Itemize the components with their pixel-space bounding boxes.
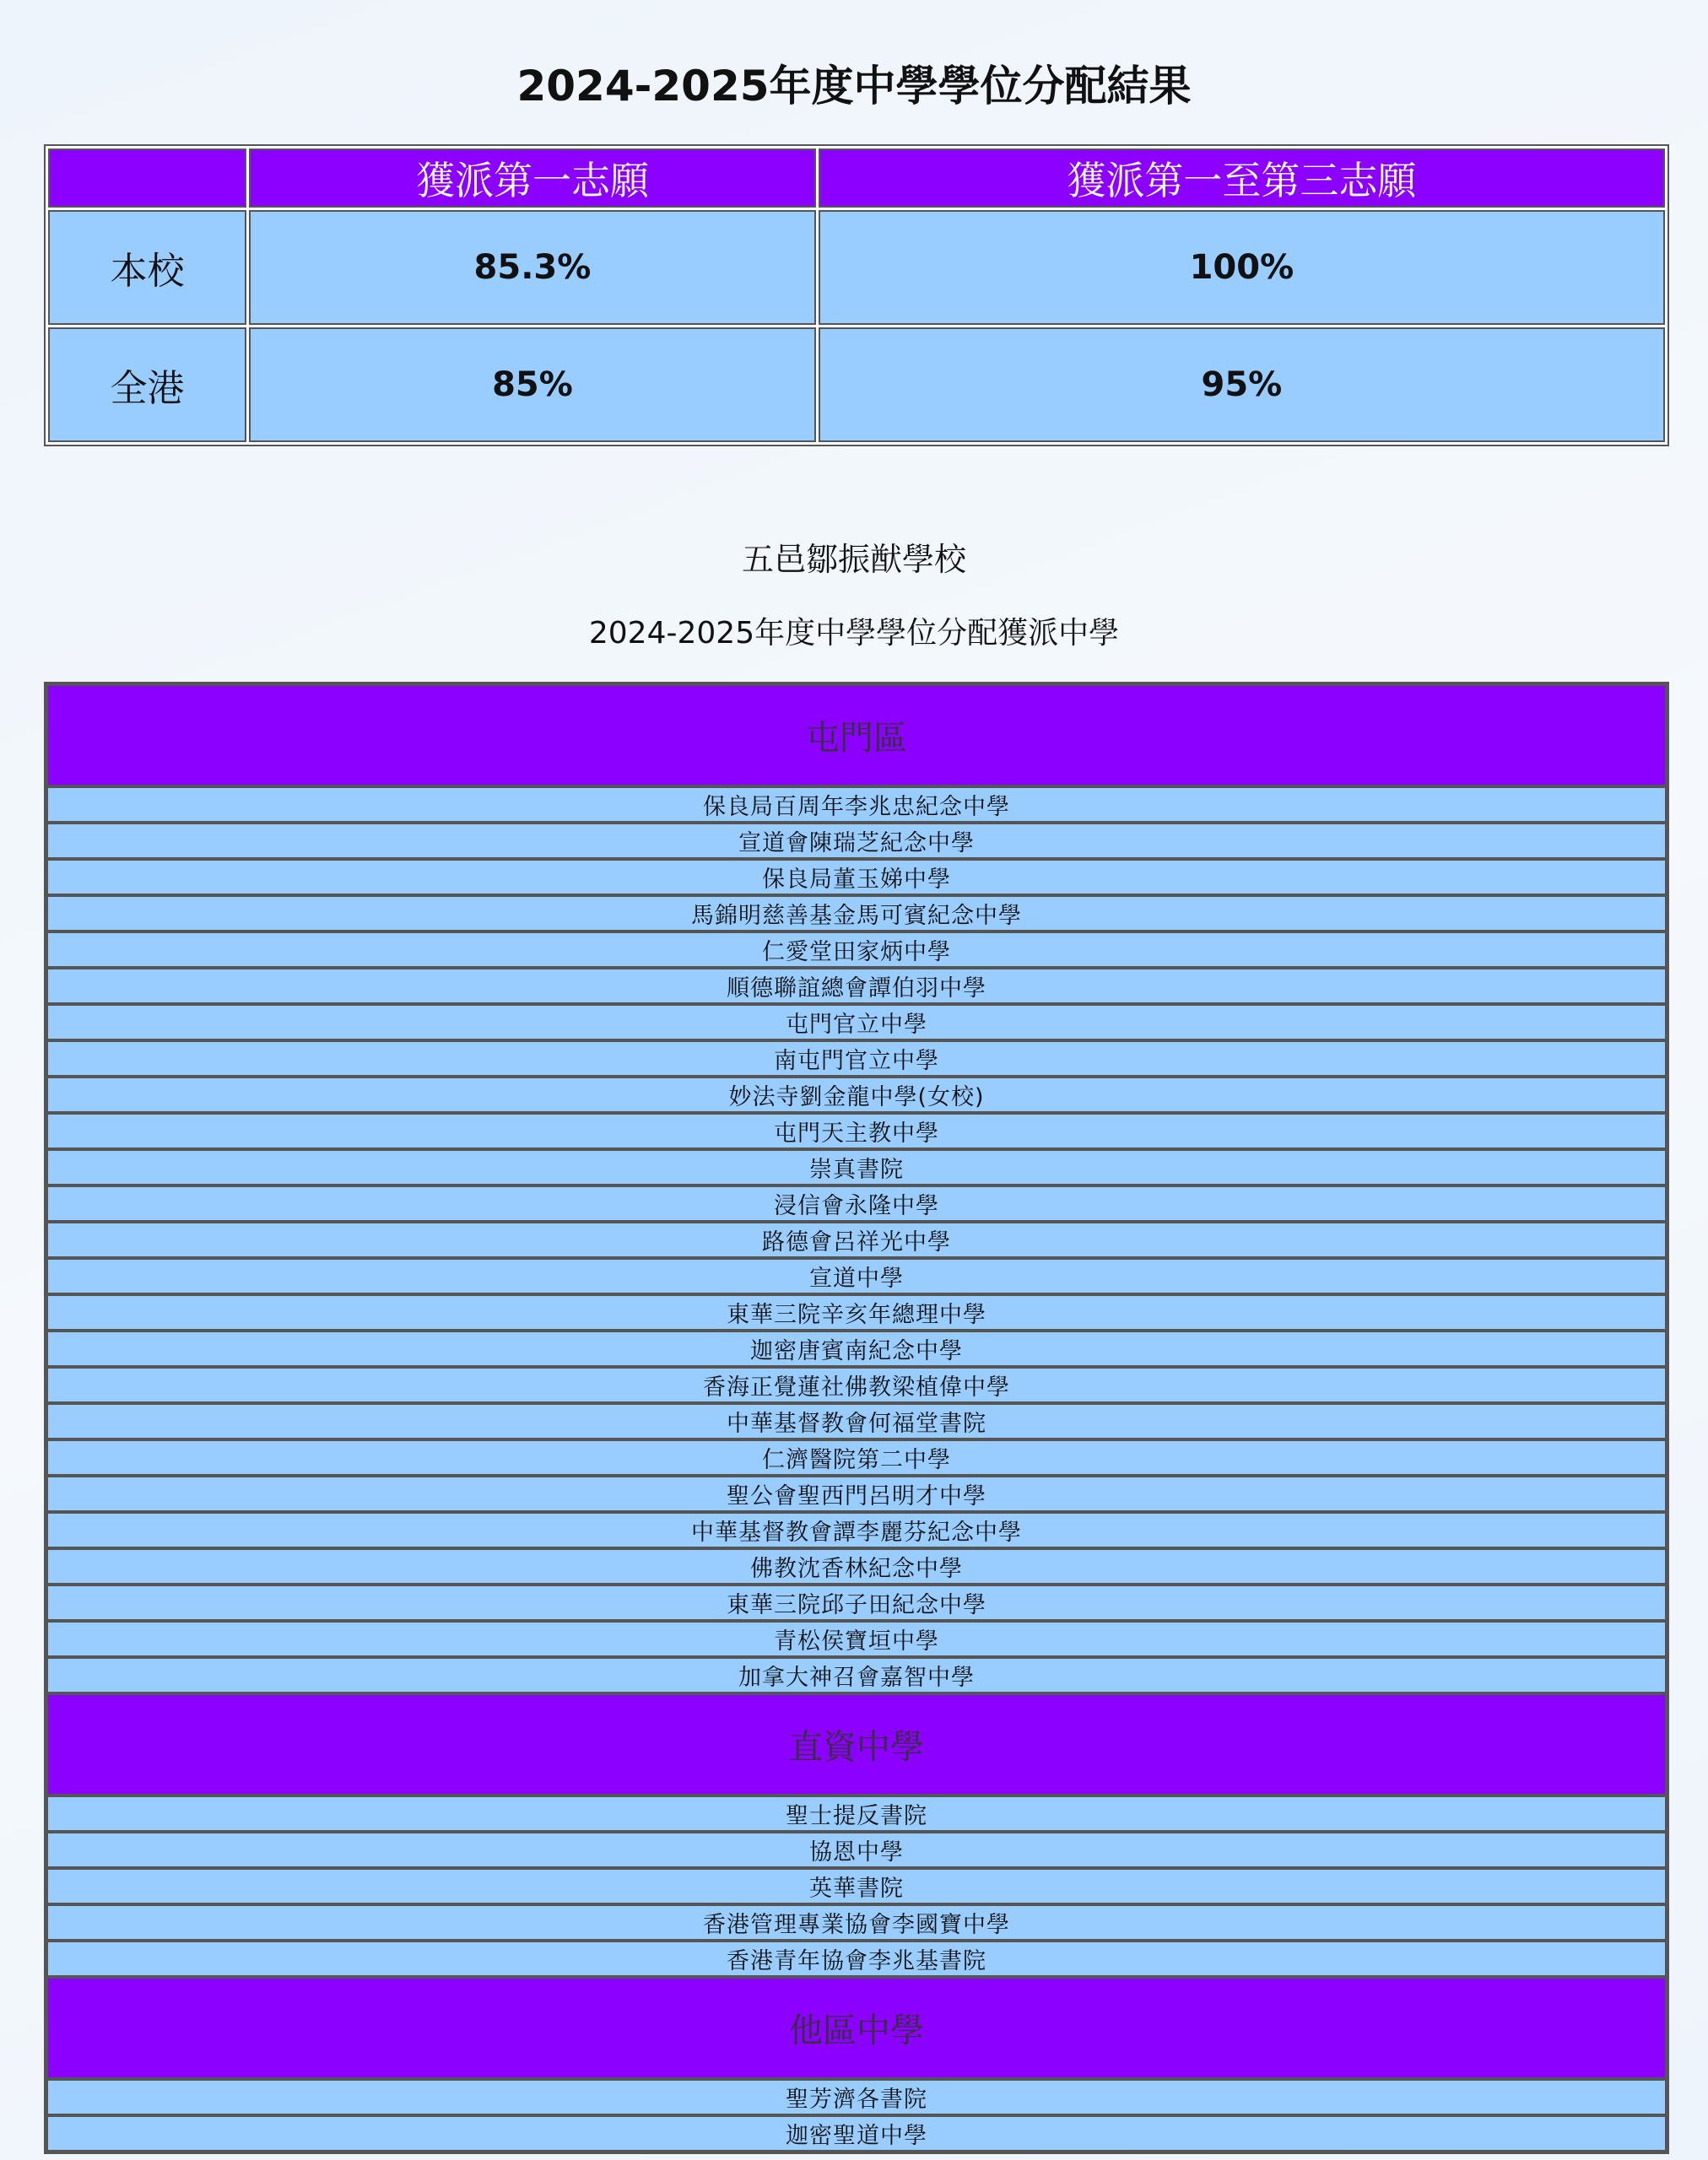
- section-header: 直資中學: [46, 1693, 1667, 1796]
- school-row: [46, 1796, 1667, 1832]
- results-row-school: [48, 210, 1665, 325]
- school-row: [46, 1868, 1667, 1904]
- school-name-cell: 保良局百周年李兆忠紀念中學: [46, 786, 1667, 823]
- school-row: [46, 1367, 1667, 1403]
- school-name-cell: 崇真書院: [46, 1149, 1667, 1185]
- results-header-top-three: 獲派第一至第三志願: [819, 148, 1665, 208]
- school-row: [46, 895, 1667, 932]
- school-name-cell: 東華三院邱子田紀念中學: [46, 1585, 1667, 1621]
- school-row: [46, 786, 1667, 823]
- school-name-cell: 中華基督教會譚李麗芬紀念中學: [46, 1512, 1667, 1548]
- section-header: 屯門區: [46, 684, 1667, 786]
- school-row: [46, 1149, 1667, 1185]
- school-name-cell: 協恩中學: [46, 1832, 1667, 1868]
- section-header-row: [46, 684, 1667, 786]
- school-name-cell: 加拿大神召會嘉智中學: [46, 1657, 1667, 1693]
- school-row: [46, 2115, 1667, 2152]
- school-row: [46, 1476, 1667, 1512]
- top-three-value: 100%: [819, 210, 1665, 325]
- school-row: [46, 1185, 1667, 1222]
- school-row: [46, 1403, 1667, 1439]
- school-name-cell: 東華三院辛亥年總理中學: [46, 1294, 1667, 1331]
- school-row: [46, 1258, 1667, 1294]
- school-row: [46, 932, 1667, 968]
- school-row: [46, 1004, 1667, 1040]
- school-row: [46, 1941, 1667, 1977]
- school-name-cell: 宣道中學: [46, 1258, 1667, 1294]
- school-name-cell: 南屯門官立中學: [46, 1040, 1667, 1077]
- school-name-cell: 香海正覺蓮社佛教梁植偉中學: [46, 1367, 1667, 1403]
- school-row: [46, 1222, 1667, 1258]
- school-row: [46, 968, 1667, 1004]
- allocation-table: [44, 682, 1669, 2154]
- school-name-cell: 屯門官立中學: [46, 1004, 1667, 1040]
- results-header-row: [48, 148, 1665, 208]
- school-name-cell: 保良局董玉娣中學: [46, 859, 1667, 895]
- school-name-cell: 英華書院: [46, 1868, 1667, 1904]
- school-row: [46, 1585, 1667, 1621]
- school-row: [46, 1040, 1667, 1077]
- school-row: [46, 1832, 1667, 1868]
- results-row-hk: [48, 327, 1665, 442]
- school-row: [46, 1439, 1667, 1476]
- school-name-cell: 香港青年協會李兆基書院: [46, 1941, 1667, 1977]
- school-name-cell: 迦密唐賓南紀念中學: [46, 1331, 1667, 1367]
- school-name-cell: 中華基督教會何福堂書院: [46, 1403, 1667, 1439]
- school-name-cell: 佛教沈香林紀念中學: [46, 1548, 1667, 1585]
- school-name-cell: 香港管理專業協會李國寶中學: [46, 1904, 1667, 1941]
- school-name-cell: 青松侯寶垣中學: [46, 1621, 1667, 1657]
- school-name-cell: 妙法寺劉金龍中學(女校): [46, 1077, 1667, 1113]
- school-name-cell: 浸信會永隆中學: [46, 1185, 1667, 1222]
- top-three-value: 95%: [819, 327, 1665, 442]
- school-row: [46, 2079, 1667, 2115]
- school-row: [46, 1904, 1667, 1941]
- results-table: [44, 144, 1669, 446]
- row-label: 本校: [48, 210, 246, 325]
- school-name-cell: 聖公會聖西門呂明才中學: [46, 1476, 1667, 1512]
- section-header: 他區中學: [46, 1977, 1667, 2079]
- school-name-cell: 路德會呂祥光中學: [46, 1222, 1667, 1258]
- row-label: 全港: [48, 327, 246, 442]
- school-row: [46, 1621, 1667, 1657]
- school-name-cell: 宣道會陳瑞芝紀念中學: [46, 823, 1667, 859]
- school-name-cell: 仁濟醫院第二中學: [46, 1439, 1667, 1476]
- school-row: [46, 1657, 1667, 1693]
- first-choice-value: 85%: [249, 327, 816, 442]
- section-header-row: [46, 1693, 1667, 1796]
- school-name-cell: 順德聯誼總會譚伯羽中學: [46, 968, 1667, 1004]
- first-choice-value: 85.3%: [249, 210, 816, 325]
- school-row: [46, 1331, 1667, 1367]
- school-row: [46, 1548, 1667, 1585]
- school-name-cell: 聖士提反書院: [46, 1796, 1667, 1832]
- school-name-cell: 迦密聖道中學: [46, 2115, 1667, 2152]
- school-name-cell: 聖芳濟各書院: [46, 2079, 1667, 2115]
- school-name-cell: 馬錦明慈善基金馬可賓紀念中學: [46, 895, 1667, 932]
- section-header-row: [46, 1977, 1667, 2079]
- school-name-cell: 屯門天主教中學: [46, 1113, 1667, 1149]
- school-row: [46, 1512, 1667, 1548]
- school-name-cell: 仁愛堂田家炳中學: [46, 932, 1667, 968]
- allocation-title: 2024-2025年度中學學位分配獲派中學: [588, 616, 1120, 651]
- school-row: [46, 823, 1667, 859]
- school-row: [46, 1113, 1667, 1149]
- results-header-empty: [48, 148, 246, 208]
- page-title: 2024-2025年度中學學位分配結果: [516, 62, 1192, 111]
- results-header-first-choice: 獲派第一志願: [249, 148, 816, 208]
- school-name: 五邑鄒振猷學校: [741, 541, 966, 578]
- school-row: [46, 1077, 1667, 1113]
- school-row: [46, 859, 1667, 895]
- school-row: [46, 1294, 1667, 1331]
